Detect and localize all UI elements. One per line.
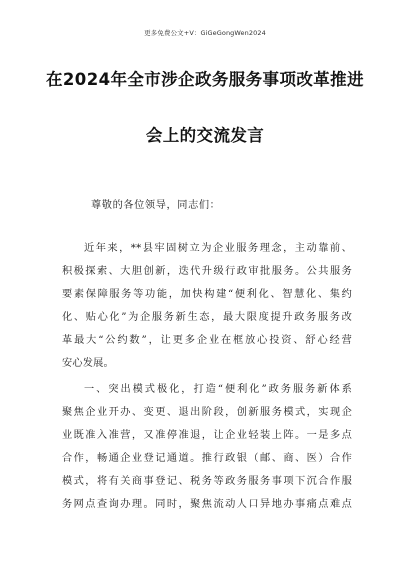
- paragraph-line: 革最大“公约数”，让更多企业在框放心投资、舒心经营: [62, 335, 352, 346]
- document-title-line-2: 会上的交流发言: [145, 126, 265, 145]
- paragraph-intro: [62, 237, 352, 375]
- header-note: 更多免费公文+V：GiGeGongWen2024: [144, 29, 266, 37]
- paragraph-line: 一、突出模式极化，打造“便利化”政务服务新体系: [84, 384, 352, 395]
- paragraph-line: 模式，将有关商事登记、税务等政务服务事项下沉合作服: [62, 476, 352, 487]
- paragraph-line: 合作，畅通企业登记通道。推行政银（邮、商、医）合作: [62, 453, 352, 464]
- paragraph-section-one: [62, 378, 352, 516]
- paragraph-line: 安心发展。: [62, 358, 114, 369]
- paragraph-line: 业既准入准营，又准停准退，让企业轻装上阵。一是多点: [62, 430, 352, 441]
- paragraph-line: 务网点查询办理。同时，聚焦流动人口异地办事痛点难点: [62, 499, 352, 510]
- paragraph-line: 近年来，**县牢固树立为企业服务理念，主动靠前、: [84, 243, 352, 254]
- paragraph-line: 化、贴心化”为企服务新生态，最大限度提升政务服务改: [62, 312, 352, 323]
- document-title-line-1: 在2024年全市涉企政务服务事项改革推进: [46, 70, 364, 89]
- paragraph-line: 要素保障服务等功能，加快构建“便利化、智慧化、集约: [62, 289, 352, 300]
- paragraph-line: 积极探索、大胆创新，迭代升级行政审批服务。公共服务: [62, 266, 352, 277]
- salutation: 尊敬的各位领导，同志们：: [91, 200, 221, 211]
- paragraph-line: 聚焦企业开办、变更、退出阶段，创新服务模式，实现企: [62, 407, 352, 418]
